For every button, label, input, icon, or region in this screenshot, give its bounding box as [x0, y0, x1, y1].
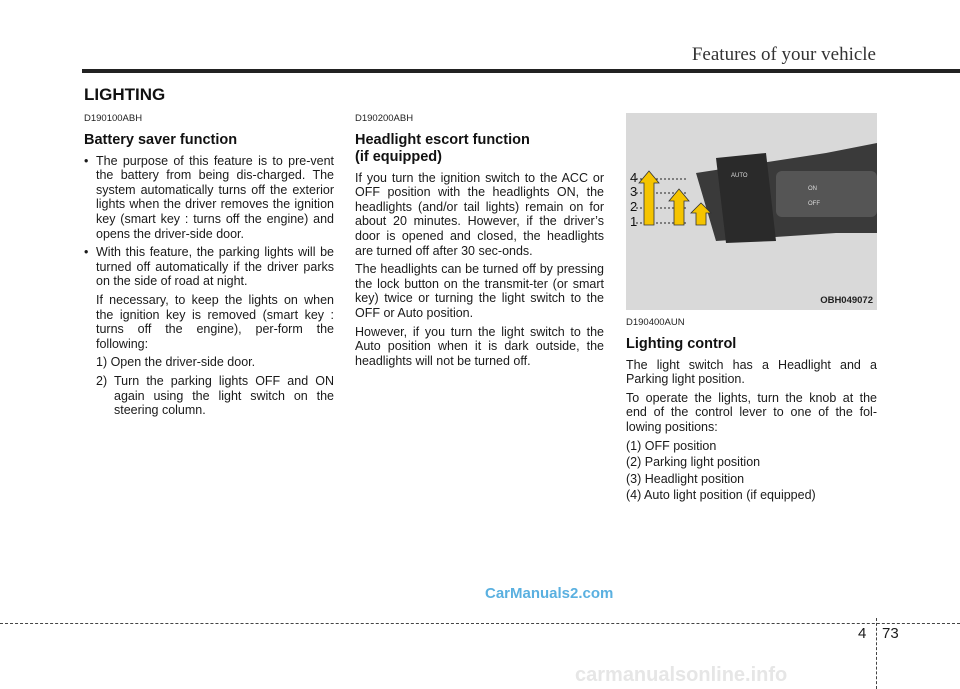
figure-label-4: 4 — [630, 170, 638, 185]
footer-rule — [0, 623, 960, 624]
paragraph-if-necessary: If necessary, to keep the lights on when the ignition key is removed (smart key : turns off the engine), per-form the following: — [96, 292, 334, 351]
chapter-number: 4 — [858, 625, 867, 642]
figure-code: OBH049072 — [820, 295, 873, 306]
paragraph-escort-1: If you turn the ignition switch to the ACC or OFF position with the headlights ON, the headlights (and/or tail lights) remain on for about 20 minutes. However, if the driver’s door is opened and closed, the headlights are turned off after 30 sec-onds. — [355, 170, 604, 258]
switch-label-auto: AUTO — [731, 173, 748, 179]
watermark: CarManuals2.com — [485, 585, 614, 602]
header-title: Features of your vehicle — [691, 44, 876, 65]
switch-label-off: OFF — [808, 201, 820, 207]
light-switch-figure — [626, 113, 877, 310]
page-number: 73 — [882, 625, 899, 642]
section-title: LIGHTING — [84, 85, 166, 104]
heading-headlight-escort: Headlight escort function — [355, 131, 530, 148]
section-code: D190400AUN — [626, 317, 685, 328]
header-rule-right — [658, 69, 960, 73]
column-lighting-control — [626, 316, 877, 505]
section-code: D190200ABH — [355, 113, 414, 124]
column-battery-saver — [84, 112, 334, 422]
figure-label-1: 1 — [630, 214, 638, 229]
position-item-4: (4) Auto light position (if equipped) — [626, 488, 816, 503]
column-headlight-escort — [355, 112, 604, 372]
step-2: 2) Turn the parking lights OFF and ON again using the light switch on the steering column. — [96, 373, 334, 418]
figure-label-2: 2 — [630, 199, 638, 214]
position-item-3: (3) Headlight position — [626, 471, 745, 486]
bullet-parking-lights: • With this feature, the parking lights will be turned off automatically if the driver parks on the side of road at night. — [84, 245, 334, 289]
paragraph-operate: To operate the lights, turn the knob at the end of the control lever to one of the fol-lowing positions: — [626, 390, 877, 434]
paragraph-light-switch: The light switch has a Headlight and a Parking light position. — [626, 357, 877, 387]
light-switch-illustration — [626, 113, 877, 310]
header-rule — [82, 69, 658, 73]
position-item-1: (1) OFF position — [626, 438, 717, 453]
section-code: D190100ABH — [84, 113, 143, 124]
heading-lighting-control: Lighting control — [626, 335, 737, 352]
figure-label-3: 3 — [630, 184, 638, 199]
paragraph-escort-2: The headlights can be turned off by pressing the lock button on the transmit-ter (or smart key) twice or turning the light switch to the OFF or Auto position. — [355, 262, 604, 320]
footer-divider — [876, 618, 877, 689]
bullet-purpose: • The purpose of this feature is to pre-vent the battery from being dis-charged. The system automatically turns off the exterior lights when the driver removes the ignition key (smart key : turns off the engine) and opens the driver-side door. — [84, 154, 334, 242]
switch-label-on: ON — [808, 186, 817, 192]
heading-battery-saver: Battery saver function — [84, 131, 238, 148]
paragraph-escort-3: However, if you turn the light switch to the Auto position when it is dark outside, the headlights will not be turned off. — [355, 324, 604, 368]
watermark-bottom: carmanualsonline.info — [575, 664, 788, 686]
heading-if-equipped: (if equipped) — [355, 148, 442, 165]
step-1: 1) Open the driver-side door. — [96, 355, 256, 370]
position-item-2: (2) Parking light position — [626, 455, 761, 470]
